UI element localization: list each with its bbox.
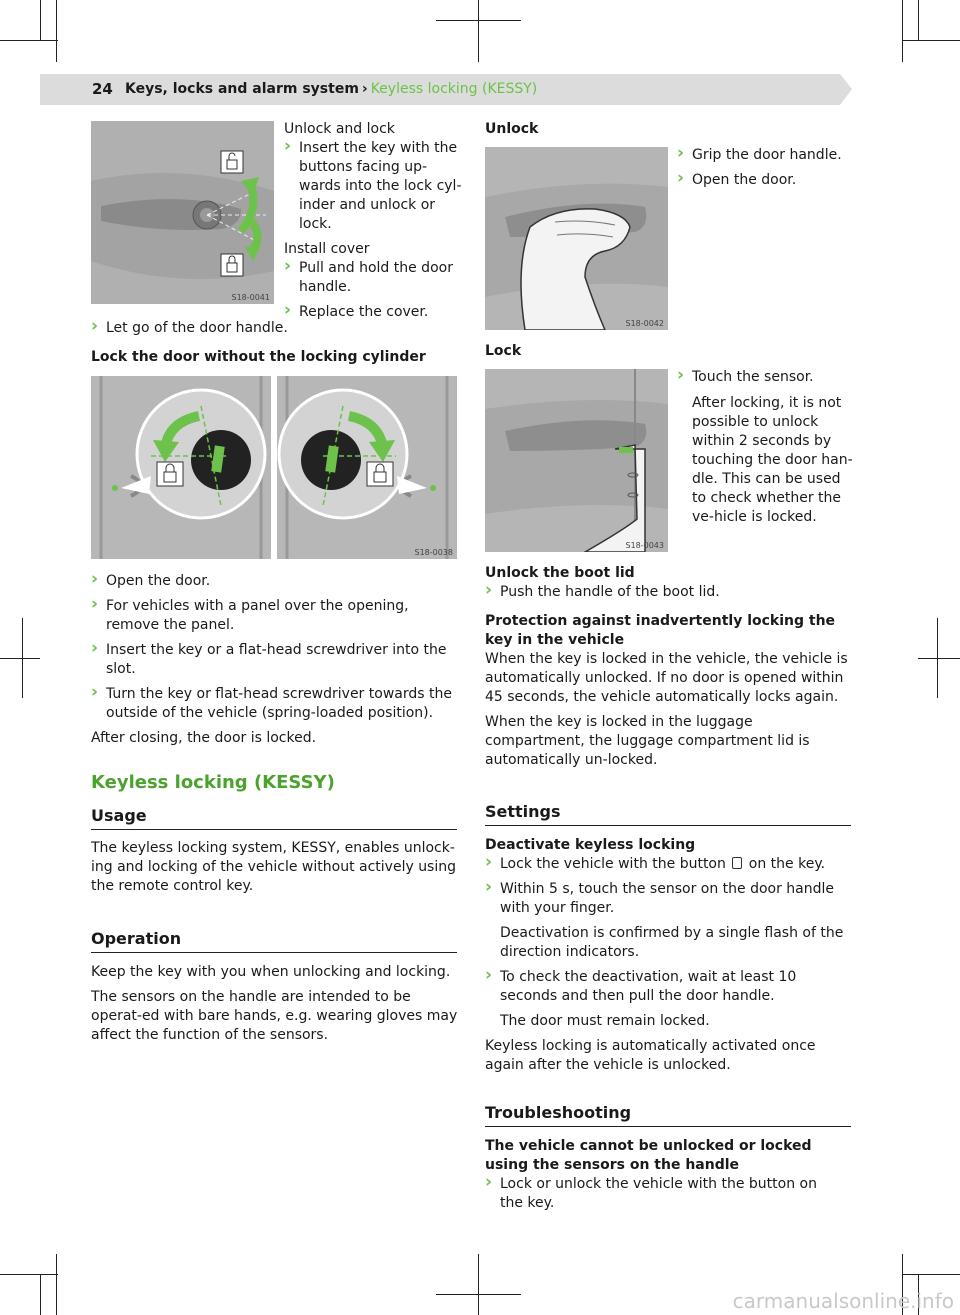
deactivate-title: Deactivate keyless locking	[485, 837, 696, 853]
breadcrumb-separator: ›	[361, 81, 368, 97]
figure-unlock-grip	[485, 147, 668, 330]
deactivate-note: Deactivation is confirmed by a single flash of the direction indicators.	[500, 925, 844, 960]
boot-lid-step: › Push the handle of the boot lid.	[485, 583, 855, 602]
unlock-lock-step: › Insert the key with the buttons facing up-wards into the lock cyl-inder and unlock or lock.	[284, 139, 462, 234]
trouble-step: › Lock or unlock the vehicle with the button on the key.	[485, 1175, 835, 1213]
deactivate-note-2: The door must remain locked.	[500, 1013, 710, 1029]
breadcrumb	[125, 81, 537, 97]
breadcrumb-current: Keyless locking (KESSY)	[370, 81, 538, 97]
unlock-lock-title: Unlock and lock	[284, 121, 395, 137]
lock-note: After locking, it is not possible to unlock within 2 seconds by touching the door han-dle. This can be used to check whether the ve-hicle is locked.	[692, 395, 853, 525]
protection-paragraph-1: When the key is locked in the vehicle, the vehicle is automatically unlocked. If no door is opened within 45 seconds, the vehicle automatically locks again.	[485, 651, 848, 705]
unlock-lock-block	[284, 120, 462, 322]
deactivate-step-1-text-b: on the key.	[748, 856, 826, 872]
page-number: 24	[92, 80, 113, 98]
lock-without-cylinder-title: Lock the door without the locking cylinder	[91, 349, 426, 365]
unlock-step-1: › Grip the door handle.	[677, 146, 857, 165]
lock-steps-list	[91, 572, 461, 754]
figure-code: S18-0041	[231, 293, 270, 302]
settings-heading: Settings	[485, 802, 851, 826]
operation-block	[91, 963, 461, 1045]
unlock-step-2: › Open the door.	[677, 171, 857, 190]
figure-lock-without-cylinder	[91, 376, 457, 559]
install-cover-step-1: › Pull and hold the door handle.	[284, 259, 462, 297]
lock-sensor-step: › Touch the sensor.	[677, 368, 857, 387]
figure-lock-cylinder	[91, 121, 274, 304]
lock-step-3: › Insert the key or a flat-head screwdriver into the slot.	[91, 641, 461, 679]
figure-code: S18-0042	[625, 319, 664, 328]
troubleshooting-heading: Troubleshooting	[485, 1103, 851, 1127]
right-main-block	[485, 564, 855, 770]
usage-text: The keyless locking system, KESSY, enables unlock-ing and locking of the vehicle without actively using the remote control key.	[91, 840, 457, 894]
install-cover-title: Install cover	[284, 241, 370, 257]
lock-steps	[677, 368, 857, 527]
trouble-title: The vehicle cannot be unlocked or locked using the sensors on the handle	[485, 1138, 812, 1173]
deactivate-step-1-text-a: Lock the vehicle with the button	[500, 856, 726, 872]
operation-paragraph-2: The sensors on the handle are intended to be operat-ed with bare hands, e.g. wearing gloves may affect the function of the sensors.	[91, 989, 458, 1043]
figure-lock-sensor	[485, 369, 668, 552]
lock-step-4: › Turn the key or flat-head screwdriver towards the outside of the vehicle (spring-loaded position).	[91, 685, 461, 723]
figure-code: S18-0038	[414, 548, 453, 557]
operation-heading: Operation	[91, 929, 457, 953]
after-closing-text: After closing, the door is locked.	[91, 730, 317, 746]
kessy-heading: Keyless locking (KESSY)	[91, 772, 335, 793]
lock-step-2: › For vehicles with a panel over the opening, remove the panel.	[91, 597, 461, 635]
unlock-title: Unlock	[485, 121, 539, 137]
reactivation-text: Keyless locking is automatically activated once again after the vehicle is unlocked.	[485, 1038, 816, 1073]
boot-lid-title: Unlock the boot lid	[485, 565, 635, 581]
deactivate-step-3: › To check the deactivation, wait at least 10 seconds and then pull the door handle.	[485, 968, 855, 1006]
install-cover-step-2: › Replace the cover.	[284, 303, 462, 322]
protection-title: Protection against inadvertently locking the key in the vehicle	[485, 613, 836, 648]
lock-title: Lock	[485, 343, 522, 359]
usage-heading: Usage	[91, 806, 457, 830]
protection-paragraph-2: When the key is locked in the luggage compartment, the luggage compartment lid is automatically un-locked.	[485, 714, 810, 768]
unlock-steps	[677, 146, 857, 190]
deactivate-step-1	[485, 855, 855, 874]
deactivate-step-2: › Within 5 s, touch the sensor on the door handle with your finger.	[485, 880, 855, 918]
troubleshooting-block	[485, 1137, 835, 1213]
lock-button-icon	[732, 857, 742, 869]
let-go-step: › Let go of the door handle.	[91, 319, 466, 338]
lock-step-1: › Open the door.	[91, 572, 461, 591]
breadcrumb-section[interactable]: Keys, locks and alarm system	[125, 81, 359, 97]
watermark: carmanualsonline.info	[732, 1289, 954, 1313]
operation-paragraph-1: Keep the key with you when unlocking and locking.	[91, 964, 451, 980]
settings-block	[485, 836, 855, 1075]
figure-code: S18-0043	[625, 541, 664, 550]
